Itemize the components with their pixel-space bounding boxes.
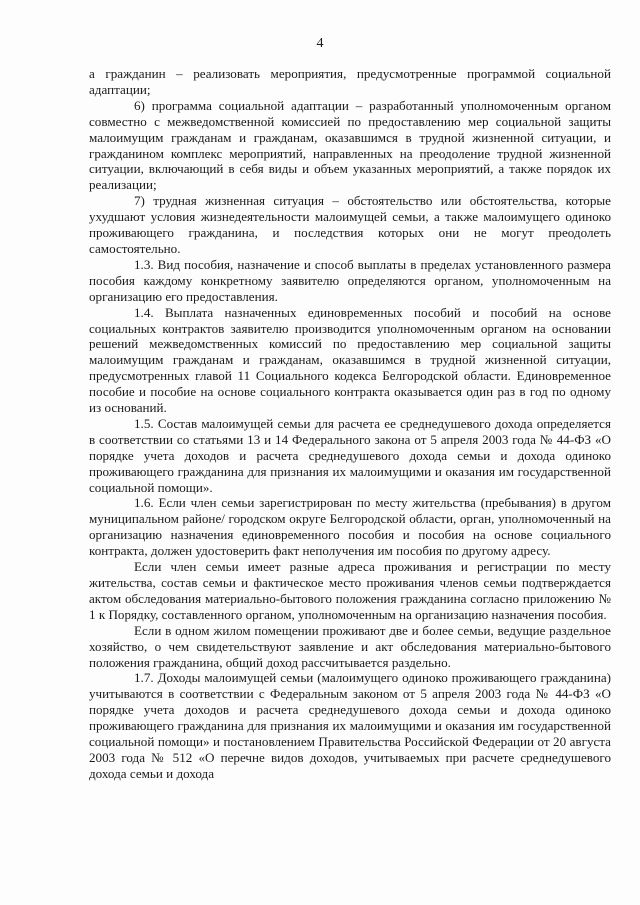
paragraph-1-6: 1.6. Если член семьи зарегистрирован по месту жительства (пребывания) в другом муниципальном районе/ городском округе Белгородской области, орган, уполномоченный на организацию назначения единовременного пособия и пособия на основе социального контракта, должен удостоверить факт неполучения им пособия по другому адресу. bbox=[89, 495, 611, 559]
paragraph-item-6: 6) программа социальной адаптации – разработанный уполномоченным органом совместно с межведомственной комиссией по предоставлению мер социальной защиты малоимущим гражданам и гражданам, оказавшимся в трудной жизненной ситуации, и гражданином комплекс мероприятий, направленных на преодоление трудной жизненной ситуации, включающий в себя виды и объем указанных мероприятий, а также порядок их реализации; bbox=[89, 97, 611, 193]
paragraph-1-3: 1.3. Вид пособия, назначение и способ выплаты в пределах установленного размера пособия каждому конкретному заявителю определяются органом, уполномоченным на организацию его предоставления. bbox=[89, 256, 611, 304]
paragraph-addresses: Если член семьи имеет разные адреса проживания и регистрации по месту жительства, состав семьи и фактическое место проживания членов семьи подтверждается актом обследования материально-бытового положения гражданина согласно приложению № 1 к Порядку, составленного органом, уполномоченным на организацию назначения пособия. bbox=[89, 559, 611, 622]
paragraph-1-4: 1.4. Выплата назначенных единовременных пособий и пособий на основе социальных контрактов заявителю производится уполномоченным органом на основании решений межведомственных комиссий по предоставлению мер социальной защиты малоимущим гражданам и гражданам, оказавшимся в трудной жизненной ситуации, предусмотренных главой 11 Социального кодекса Белгородской области. Единовременное пособие и пособие на основе социального контракта оказывается один раз в год по одному из оснований. bbox=[89, 304, 611, 416]
paragraph-shared-dwelling: Если в одном жилом помещении проживают две и более семьи, ведущие раздельное хозяйство, о чем свидетельствуют заявление и акт обследования материально-бытового положения гражданина, общий доход рассчитывается раздельно. bbox=[89, 622, 611, 670]
paragraph-1-5: 1.5. Состав малоимущей семьи для расчета ее среднедушевого дохода определяется в соответствии со статьями 13 и 14 Федерального закона от 5 апреля 2003 года № 44-ФЗ «О порядке учета доходов и расчета среднедушевого дохода семьи и дохода одиноко проживающего гражданина для признания их малоимущими и оказания им государственной социальной помощи». bbox=[89, 415, 611, 495]
paragraph-continuation: а гражданин – реализовать мероприятия, предусмотренные программой социальной адаптации; bbox=[89, 66, 611, 97]
document-body bbox=[89, 66, 611, 782]
paragraph-item-7: 7) трудная жизненная ситуация – обстоятельство или обстоятельства, которые ухудшают условия жизнедеятельности малоимущей семьи, а также малоимущего одиноко проживающего гражданина, и последствия которых они не могут преодолеть самостоятельно. bbox=[89, 193, 611, 256]
page-number: 4 bbox=[316, 36, 324, 51]
paragraph-1-7: 1.7. Доходы малоимущей семьи (малоимущего одиноко проживающего гражданина) учитываются в соответствии с Федеральным законом от 5 апреля 2003 года № 44-ФЗ «О порядке учета доходов и расчета среднедушевого дохода семьи и дохода одиноко проживающего гражданина для признания их малоимущими и оказания им государственной социальной помощи» и постановлением Правительства Российской Федерации от 20 августа 2003 года № 512 «О перечне видов доходов, учитываемых при расчете среднедушевого дохода семьи и дохода bbox=[89, 670, 611, 781]
